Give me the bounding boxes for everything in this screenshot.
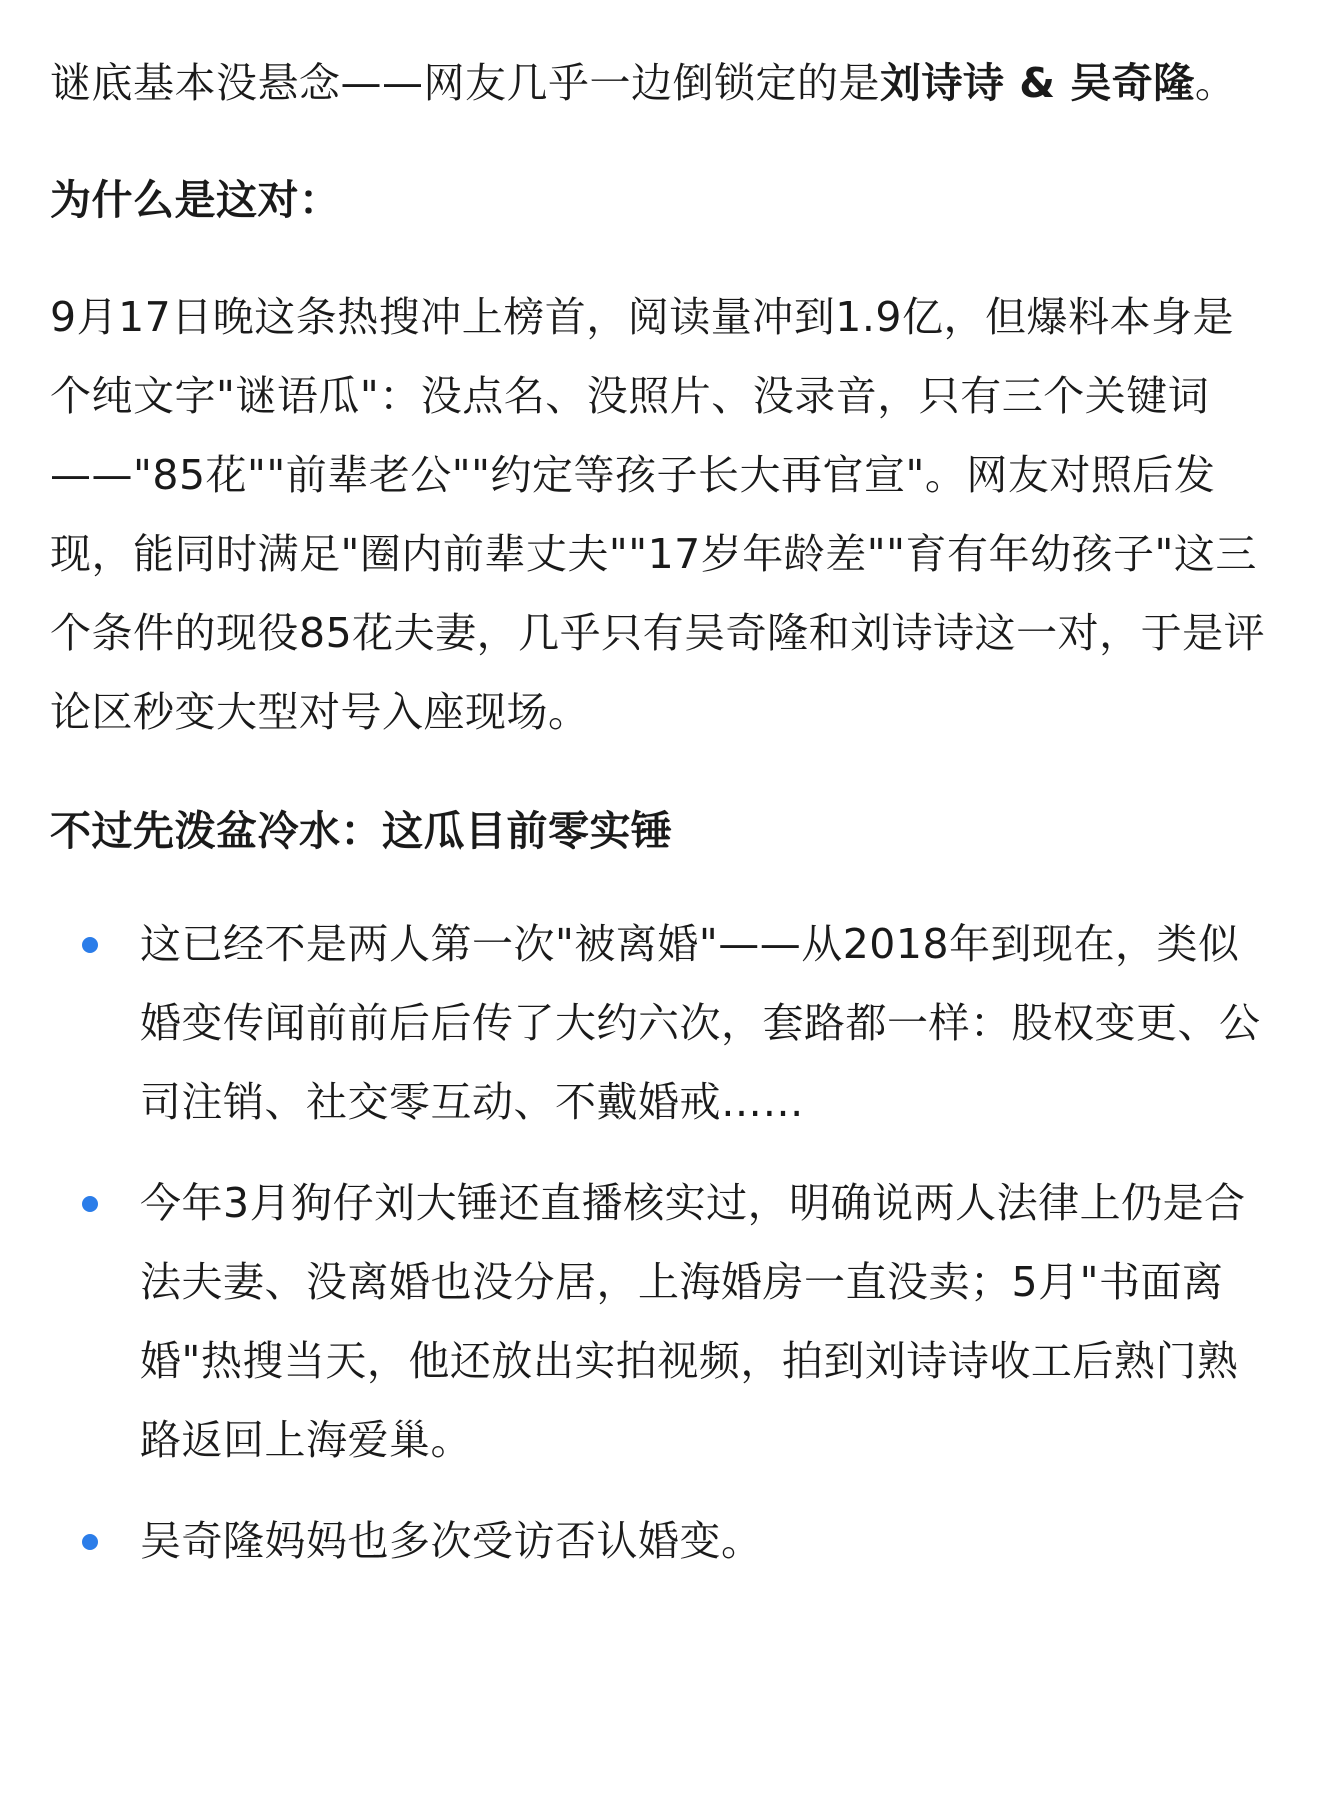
intro-bold-names: 刘诗诗 & 吴奇隆 [880,59,1195,107]
list-item [50,1502,1270,1581]
bullet-dot-icon [82,937,98,953]
list-item [50,1164,1270,1480]
bullet-text: 吴奇隆妈妈也多次受访否认婚变。 [140,1517,763,1565]
intro-text-end: 。 [1194,59,1237,107]
bullet-dot-icon [82,1534,98,1550]
intro-text: 谜底基本没悬念——网友几乎一边倒锁定的是 [50,59,880,107]
why-heading: 为什么是这对： [50,176,341,224]
bullet-text: 这已经不是两人第一次"被离婚"——从2018年到现在，类似婚变传闻前前后后传了大约六次，套路都一样：股权变更、公司注销、社交零互动、不戴婚戒…… [140,920,1261,1126]
why-paragraph: 9月17日晚这条热搜冲上榜首，阅读量冲到1.9亿，但爆料本身是个纯文字"谜语瓜"：没点名、没照片、没录音，只有三个关键词——"85花""前辈老公""约定等孩子长大再官宣"。网友对照后发现，能同时满足"圈内前辈丈夫""17岁年龄差""育有年幼孩子"这三个条件的现役85花夫妻，几乎只有吴奇隆和刘诗诗这一对，于是评论区秒变大型对号入座现场。 [50,293,1266,736]
caution-heading: 不过先泼盆冷水：这瓜目前零实锤 [50,807,673,855]
bullet-text: 今年3月狗仔刘大锤还直播核实过，明确说两人法律上仍是合法夫妻、没离婚也没分居，上海婚房一直没卖；5月"书面离婚"热搜当天，他还放出实拍视频，拍到刘诗诗收工后熟门熟路返回上海爱巢。 [140,1179,1246,1464]
bullet-list [50,905,1270,1581]
list-item [50,905,1270,1142]
bullet-dot-icon [82,1196,98,1212]
intro-paragraph [50,44,1270,123]
